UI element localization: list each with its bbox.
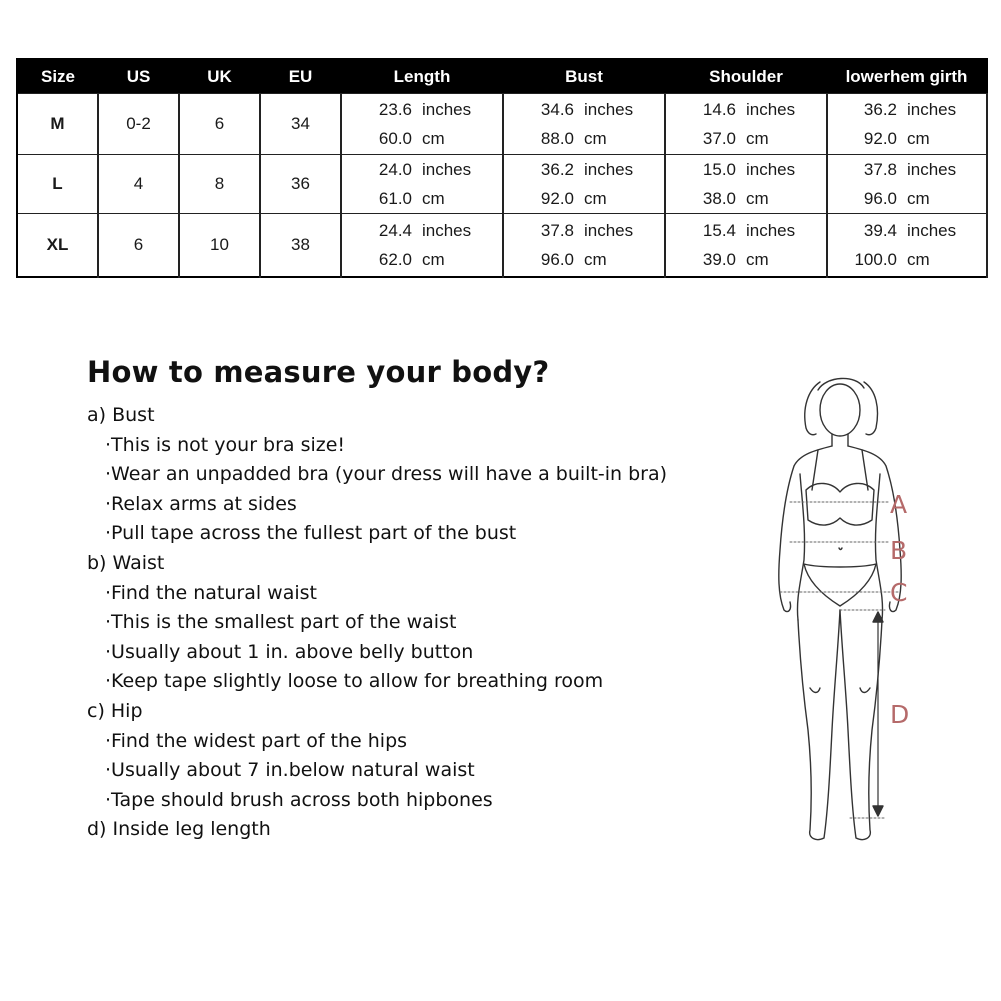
length-inches-value: 23.6 (378, 100, 412, 119)
bust-cm-value: 96.0 (540, 250, 574, 269)
length-cell (341, 94, 503, 155)
inches-unit: inches (746, 100, 796, 119)
table-header-row (17, 59, 987, 94)
cm-unit: cm (422, 129, 445, 148)
cm-unit: cm (422, 189, 445, 208)
cm-unit: cm (584, 129, 607, 148)
section-hip-label: c) Hip (87, 699, 143, 722)
section-inside-leg-label: d) Inside leg length (87, 818, 271, 841)
uk-cell: 10 (179, 214, 260, 278)
lowerhem-cm-value: 100.0 (854, 250, 897, 269)
bust-tip: ·Relax arms at sides (105, 492, 297, 515)
header-bust: Bust (503, 59, 665, 94)
bust-inches-value: 36.2 (540, 160, 574, 179)
header-us: US (98, 59, 179, 94)
header-shoulder: Shoulder (665, 59, 827, 94)
bust-cell (503, 94, 665, 155)
length-cm-value: 61.0 (378, 189, 412, 208)
size-cell: M (17, 94, 98, 155)
us-cell: 4 (98, 155, 179, 214)
length-cm-value: 60.0 (378, 129, 412, 148)
cm-unit: cm (746, 250, 769, 269)
inches-unit: inches (746, 221, 796, 240)
length-cell (341, 155, 503, 214)
shoulder-cm-value: 38.0 (702, 189, 736, 208)
inches-unit: inches (907, 221, 957, 240)
bust-tip: ·Wear an unpadded bra (your dress will have a built-in bra) (105, 463, 668, 486)
hip-tip: ·Tape should brush across both hipbones (105, 788, 493, 811)
header-lowerhem-girth: lowerhem girth (827, 59, 987, 94)
cm-unit: cm (907, 129, 930, 148)
bust-tip: ·Pull tape across the fullest part of the bust (105, 522, 517, 545)
shoulder-cell (665, 155, 827, 214)
inches-unit: inches (907, 100, 957, 119)
lowerhem-cell (827, 155, 987, 214)
cm-unit: cm (907, 250, 930, 269)
eu-cell: 34 (260, 94, 341, 155)
inches-unit: inches (422, 221, 472, 240)
uk-cell: 6 (179, 94, 260, 155)
hip-tip: ·Usually about 7 in.below natural waist (105, 759, 475, 782)
lowerhem-cell (827, 214, 987, 278)
waist-tip: ·Keep tape slightly loose to allow for breathing room (105, 670, 604, 693)
lowerhem-inches-value: 39.4 (863, 221, 897, 240)
inches-unit: inches (584, 100, 634, 119)
guide-title: How to measure your body? (87, 355, 550, 389)
bust-cm-value: 88.0 (540, 129, 574, 148)
shoulder-inches-value: 15.0 (702, 160, 736, 179)
header-size: Size (17, 59, 98, 94)
size-cell: L (17, 155, 98, 214)
lowerhem-cm-value: 96.0 (863, 189, 897, 208)
header-eu: EU (260, 59, 341, 94)
cm-unit: cm (584, 250, 607, 269)
uk-cell: 8 (179, 155, 260, 214)
section-waist-label: b) Waist (87, 551, 165, 574)
length-cm-value: 62.0 (378, 250, 412, 269)
lowerhem-inches-value: 36.2 (863, 100, 897, 119)
lowerhem-cell (827, 94, 987, 155)
waist-tip: ·Usually about 1 in. above belly button (105, 640, 474, 663)
table-row (17, 94, 987, 155)
eu-cell: 36 (260, 155, 341, 214)
bust-cell (503, 214, 665, 278)
length-inches-value: 24.4 (378, 221, 412, 240)
size-chart-table (16, 58, 988, 278)
measuring-guide (87, 355, 707, 845)
shoulder-cell (665, 94, 827, 155)
bust-cell (503, 155, 665, 214)
hip-tip: ·Find the widest part of the hips (105, 729, 408, 752)
waist-tip: ·Find the natural waist (105, 581, 317, 604)
inches-unit: inches (584, 221, 634, 240)
body-measurement-figure (760, 370, 930, 850)
figure-label-a: A (890, 490, 908, 519)
length-cell (341, 214, 503, 278)
cm-unit: cm (422, 250, 445, 269)
lowerhem-cm-value: 92.0 (863, 129, 897, 148)
bust-tip: ·This is not your bra size! (105, 433, 346, 456)
shoulder-cm-value: 37.0 (702, 129, 736, 148)
lowerhem-inches-value: 37.8 (863, 160, 897, 179)
body-outline-illustration (760, 370, 930, 850)
shoulder-cm-value: 39.0 (702, 250, 736, 269)
size-cell: XL (17, 214, 98, 278)
section-bust-label: a) Bust (87, 404, 155, 426)
inches-unit: inches (584, 160, 634, 179)
bust-inches-value: 37.8 (540, 221, 574, 240)
shoulder-inches-value: 14.6 (702, 100, 736, 119)
bust-inches-value: 34.6 (540, 100, 574, 119)
table-row (17, 155, 987, 214)
inches-unit: inches (422, 100, 472, 119)
shoulder-inches-value: 15.4 (702, 221, 736, 240)
header-uk: UK (179, 59, 260, 94)
cm-unit: cm (746, 189, 769, 208)
shoulder-cell (665, 214, 827, 278)
inches-unit: inches (746, 160, 796, 179)
figure-label-b: B (890, 536, 908, 565)
figure-label-d: D (890, 700, 910, 729)
figure-label-c: C (890, 578, 908, 607)
inches-unit: inches (422, 160, 472, 179)
table-row (17, 214, 987, 278)
cm-unit: cm (584, 189, 607, 208)
inches-unit: inches (907, 160, 957, 179)
cm-unit: cm (907, 189, 930, 208)
length-inches-value: 24.0 (378, 160, 412, 179)
cm-unit: cm (746, 129, 769, 148)
header-length: Length (341, 59, 503, 94)
us-cell: 0-2 (98, 94, 179, 155)
us-cell: 6 (98, 214, 179, 278)
bust-cm-value: 92.0 (540, 189, 574, 208)
eu-cell: 38 (260, 214, 341, 278)
waist-tip: ·This is the smallest part of the waist (105, 611, 457, 634)
